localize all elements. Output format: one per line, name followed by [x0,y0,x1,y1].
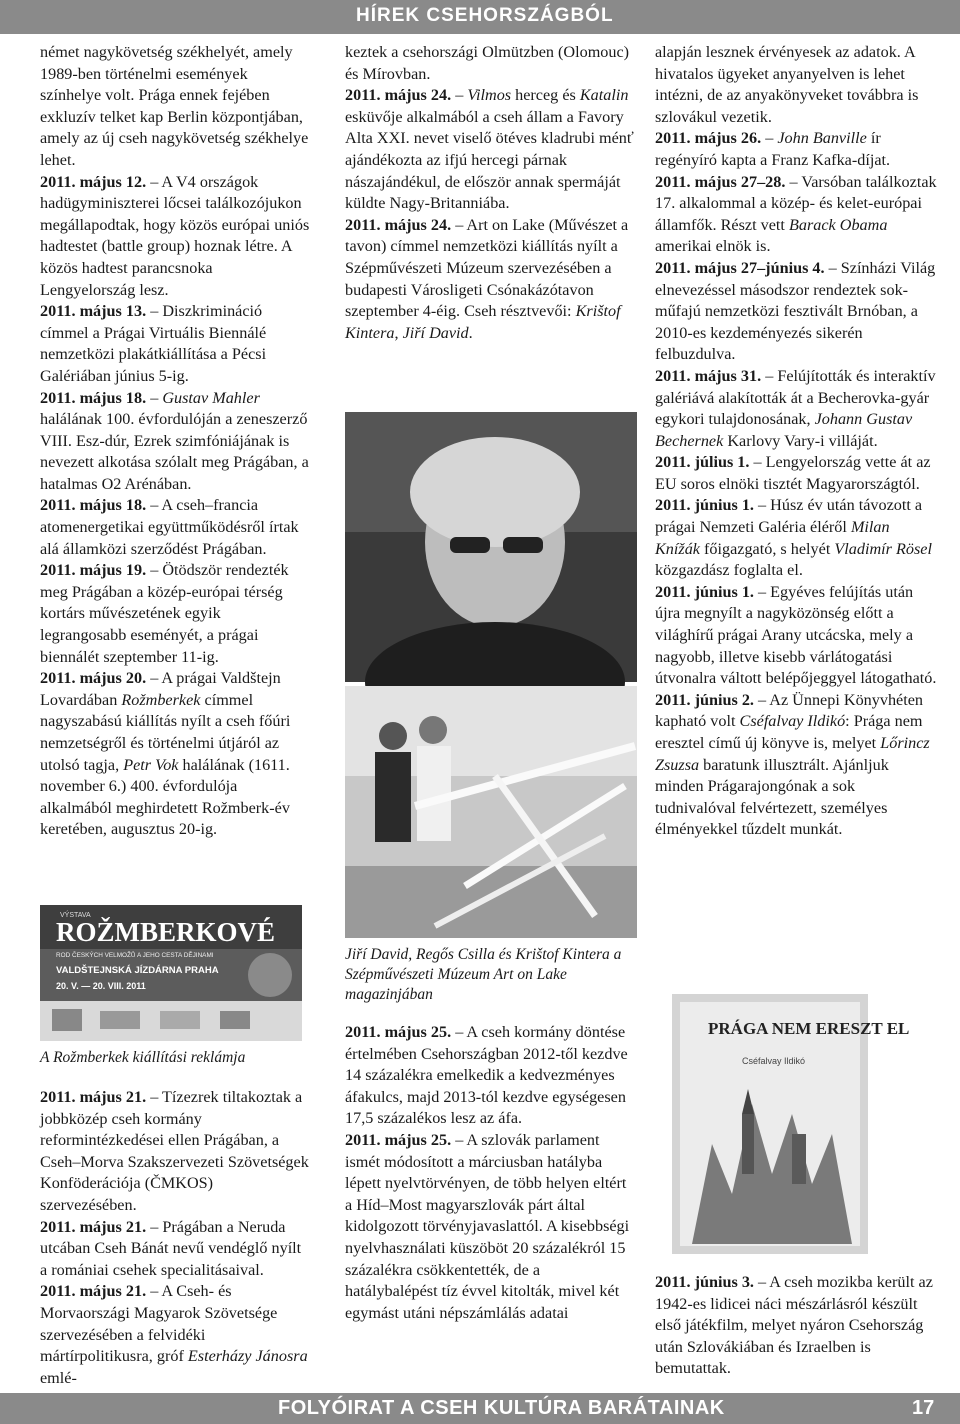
entry-date: 2011. május 25. [345,1130,452,1149]
book-cover [672,994,910,1254]
column-2 [345,42,635,344]
entry-date: 2011. május 19. [40,561,147,580]
news-entry: 2011. május 21. – Tízezrek tiltakoztak a jobbközép cseh kormány reformintézkedései ellen Prágában, a Cseh–Morva Szakszervezeti Szövetségek Konföderációja (ČMKOS) szervezésében. [40,1088,309,1214]
entry-date: 2011. június 1. [655,496,754,515]
book-author: Cséfalvay Ildikó [742,1056,806,1066]
photo-caption: Jiří David, Regős Csilla és Krištof Kintera a Szépművészeti Múzeum Art on Lake magazinjában [345,946,622,1003]
entry-date: 2011. május 24. [345,215,452,234]
news-entry: 2011. június 1. – Egyéves felújítás után újra megnyílt a nagyközönség előtt a világhírű prágai Arany utcácska, mely a nagyobb, illetve kisebb várlátogatási útvonalra váltott belépőjeggyel látogatható. [655,582,937,688]
entry-date: 2011. június 1. [655,582,754,601]
news-entry: 2011. május 13. – Diszkrimináció címmel a Prágai Virtuális Biennálé nemzetközi plakátkiállítása a Pécsi Galériában június 5-ig. [40,302,267,385]
entry-date: 2011. május 27–28. [655,172,786,191]
news-entry: 2011. július 1. – Lengyelország vette át az EU soros elnöki tisztét Magyarországtól. [655,453,931,493]
entry-date: 2011. május 25. [345,1023,452,1041]
group-graphic [345,686,637,938]
column-1 [40,42,310,841]
entry-date: 2011. május 21. [40,1282,147,1301]
entry-date: 2011. május 26. [655,129,762,148]
article-text: alapján lesznek érvényesek az adatok. A hivatalos ügyeket anyanyelven is lehet intézni, de az anyakönyveket továbbra is szlovákul vezetik. [655,43,919,126]
news-entry: 2011. május 21. – A Cseh- és Morvaországi Magyarok Szövetsége szervezésében a felvidéki mártírpolitikusra, gróf Esterházy Jánosra emlé- [40,1282,308,1387]
book-cover-graphic [672,994,910,1254]
news-entry: 2011. június 2. – Az Ünnepi Könyvhéten kapható volt Cséfalvay Ildikó: Prága nem eresztel című új könyve is, melyet Lőrincz Zsuzsa baratunk illusztrált. Ajánljuk minden Prágarajongónak a sok tudnivalóval felvértezett, személyes élményekkel tűzdelt munkát. [655,690,930,839]
article-text: német nagykövetség székhelyét, amely 1989-ben történelmi események színhelye volt. Prága ennek fejében exkluzív telket kap Berlin központjában, amely az új cseh nagykövetség székhelye lehet. [40,43,309,169]
news-entry: 2011. május 25. – A szlovák parlament ismét módosított a márciusban hatályba lépett nyelvtörvényen, de több helyen eltért a Híd–Most magyarszlovák párt által kidolgozott törvényjavaslattól. A kisebbségi nyelvhasználati küszöböt 20 százalékról 15 százalékra csökkentették, de a hatálybalépést tíz évvel kitolták, mivel két egymást utáni népszámlálás adatai [345,1130,630,1322]
news-entry: 2011. május 18. – Gustav Mahler halálának 100. évfordulóján a zeneszerző VIII. Esz-dúr, Ezrek szimfóniájának is nevezett alkotása szólalt meg Prágában, a hatalmas O2 Arénában. [40,388,309,493]
news-entry: 2011. május 27–június 4. – Színházi Világ elnevezéssel másodszor rendeztek sok-műfajú nemzetközi fesztivált Brnóban, a 2010-es kezdeményezés sikerén felbuzdulva. [655,258,936,364]
poster-title: ROŽMBERKOVÉ [56,917,276,947]
entry-date: 2011. május 18. [40,388,147,407]
magazine-title: FOLYÓIRAT A CSEH KULTÚRA BARÁTAINAK [278,1397,725,1419]
poster-dates: 20. V. — 20. VIII. 2011 [56,981,146,991]
entry-date: 2011. május 27–június 4. [655,258,825,277]
article-text: keztek a csehországi Olmützben (Olomouc) és Mírovban. [345,43,630,83]
portrait-photo [345,412,637,682]
news-entry: 2011. május 24. – Vilmos herceg és Katalin esküvője alkalmából a cseh állam a Favory Alta XXI. nevet viselő ötéves kladrubi ménť ajándékozta az ifjú hercegi párnak nászajándékul, de először annak spermáját küldte Nagy-Britanniába. [345,86,634,213]
book-title: PRÁGA NEM ERESZT EL [708,1019,910,1038]
entry-date: 2011. július 1. [655,453,750,472]
news-entry: 2011. május 31. – Felújították és interaktív galériává alakították át a Becherovka-gyár egykori tulajdonosának, Johann Gustav Bechernek Karlovy Vary-i villáját. [655,366,936,450]
column-1-continued [40,1087,310,1389]
news-entry: 2011. május 24. – Art on Lake (Művészet a tavon) címmel nemzetközi kiállítás nyílt a Szépművészeti Múzeum szervezésében a budapesti Városligeti Csónakázótavon szeptember 4-éig. Cseh résztvevői: Krištof Kintera, Jiří David. [345,215,629,342]
poster-subtitle: ROD ČESKÝCH VELMOŽŮ A JEHO CESTA DĚJINAMI [56,952,214,959]
group-photo [345,686,637,938]
entry-date: 2011. május 13. [40,302,147,321]
section-title: HÍREK CSEHORSZÁGBÓL [356,5,614,26]
news-entry: 2011. május 21. – Prágában a Neruda utcában Cseh Bánát nevű vendéglő nyílt a romániai csehek specialitásaival. [40,1217,302,1279]
portrait-graphic [345,412,637,682]
poster-graphic [40,905,302,1041]
entry-date: 2011. június 3. [655,1273,754,1291]
column-3-continued [655,1272,937,1380]
column-2-continued [345,1022,635,1324]
entry-date: 2011. május 12. [40,172,147,191]
news-entry: 2011. május 20. – A prágai Valdštejn Lovardában Rožmberkek címmel nagyszabású kiállítás nyílt a cseh főúri nemzetségről és történelmi útjáról az utolsó tagja, Petr Vok halálának (1611. november 6.) 400. évfordulója alkalmából meghirdetett Rožmberk-év keretében, augusztus 20-ig. [40,669,291,839]
news-entry: 2011. június 1. – Húsz év után távozott a prágai Nemzeti Galéria éléről Milan Knížák főigazgató, s helyét Vladimír Rösel közgazdász foglalta el. [655,496,932,580]
entry-date: 2011. május 21. [40,1088,147,1106]
news-entry: 2011. május 19. – Ötödször rendezték meg Prágában a közép-európai térség kortárs művészetének egyik legrangosabb eseményét, a prágai biennálét szeptember 11-ig. [40,561,289,666]
news-entry: 2011. május 12. – A V4 országok hadügyminiszterei lőcsei találkozójukon megállapodtak, hogy közös európai uniós hadtestet (battle group) hoznak létre. A közös hadtest parancsnoka Lengyelország lesz. [40,172,310,299]
entry-date: 2011. május 21. [40,1217,147,1236]
footer-bar [0,1393,960,1424]
header-bar [0,0,960,34]
news-entry: 2011. június 3. – A cseh mozikba került az 1942-es lidicei náci mészárlásról készült első játékfilm, melyet nyáron Csehország után Szlovákiában és Izraelben is bemutattak. [655,1273,933,1378]
news-entry: 2011. május 27–28. – Varsóban találkoztak 17. alkalommal a közép- és kelet-európai államfők. Részt vett Barack Obama amerikai elnök is. [655,172,937,256]
poster-venue: VALDŠTEJNSKÁ JÍZDÁRNA PRAHA [56,965,219,976]
entry-date: 2011. május 20. [40,669,147,688]
news-entry: 2011. május 25. – A cseh kormány döntése értelmében Csehországban 2012-től kezdve 14 százalékra emelkedik a kedvezményes áfakulcs, majd 2013-tól kezdve egységesen 17,5 százalékos lesz az áfa. [345,1023,628,1128]
entry-date: 2011. június 2. [655,690,754,709]
entry-date: 2011. május 18. [40,496,147,515]
page-number: 17 [912,1397,935,1419]
column-3 [655,42,937,841]
entry-date: 2011. május 24. [345,86,452,105]
exhibition-poster [40,905,302,1041]
news-entry: 2011. május 18. – A cseh–francia atomenergetikai együttműködésről írtak alá államközi szerződést Prágában. [40,496,299,558]
poster-top: VÝSTAVA [60,912,91,919]
poster-caption: A Rožmberkek kiállítási reklámja [40,1049,246,1066]
entry-date: 2011. május 31. [655,366,762,385]
news-entry: 2011. május 26. – John Banville ír regényíró kapta a Franz Kafka-díjat. [655,129,891,169]
